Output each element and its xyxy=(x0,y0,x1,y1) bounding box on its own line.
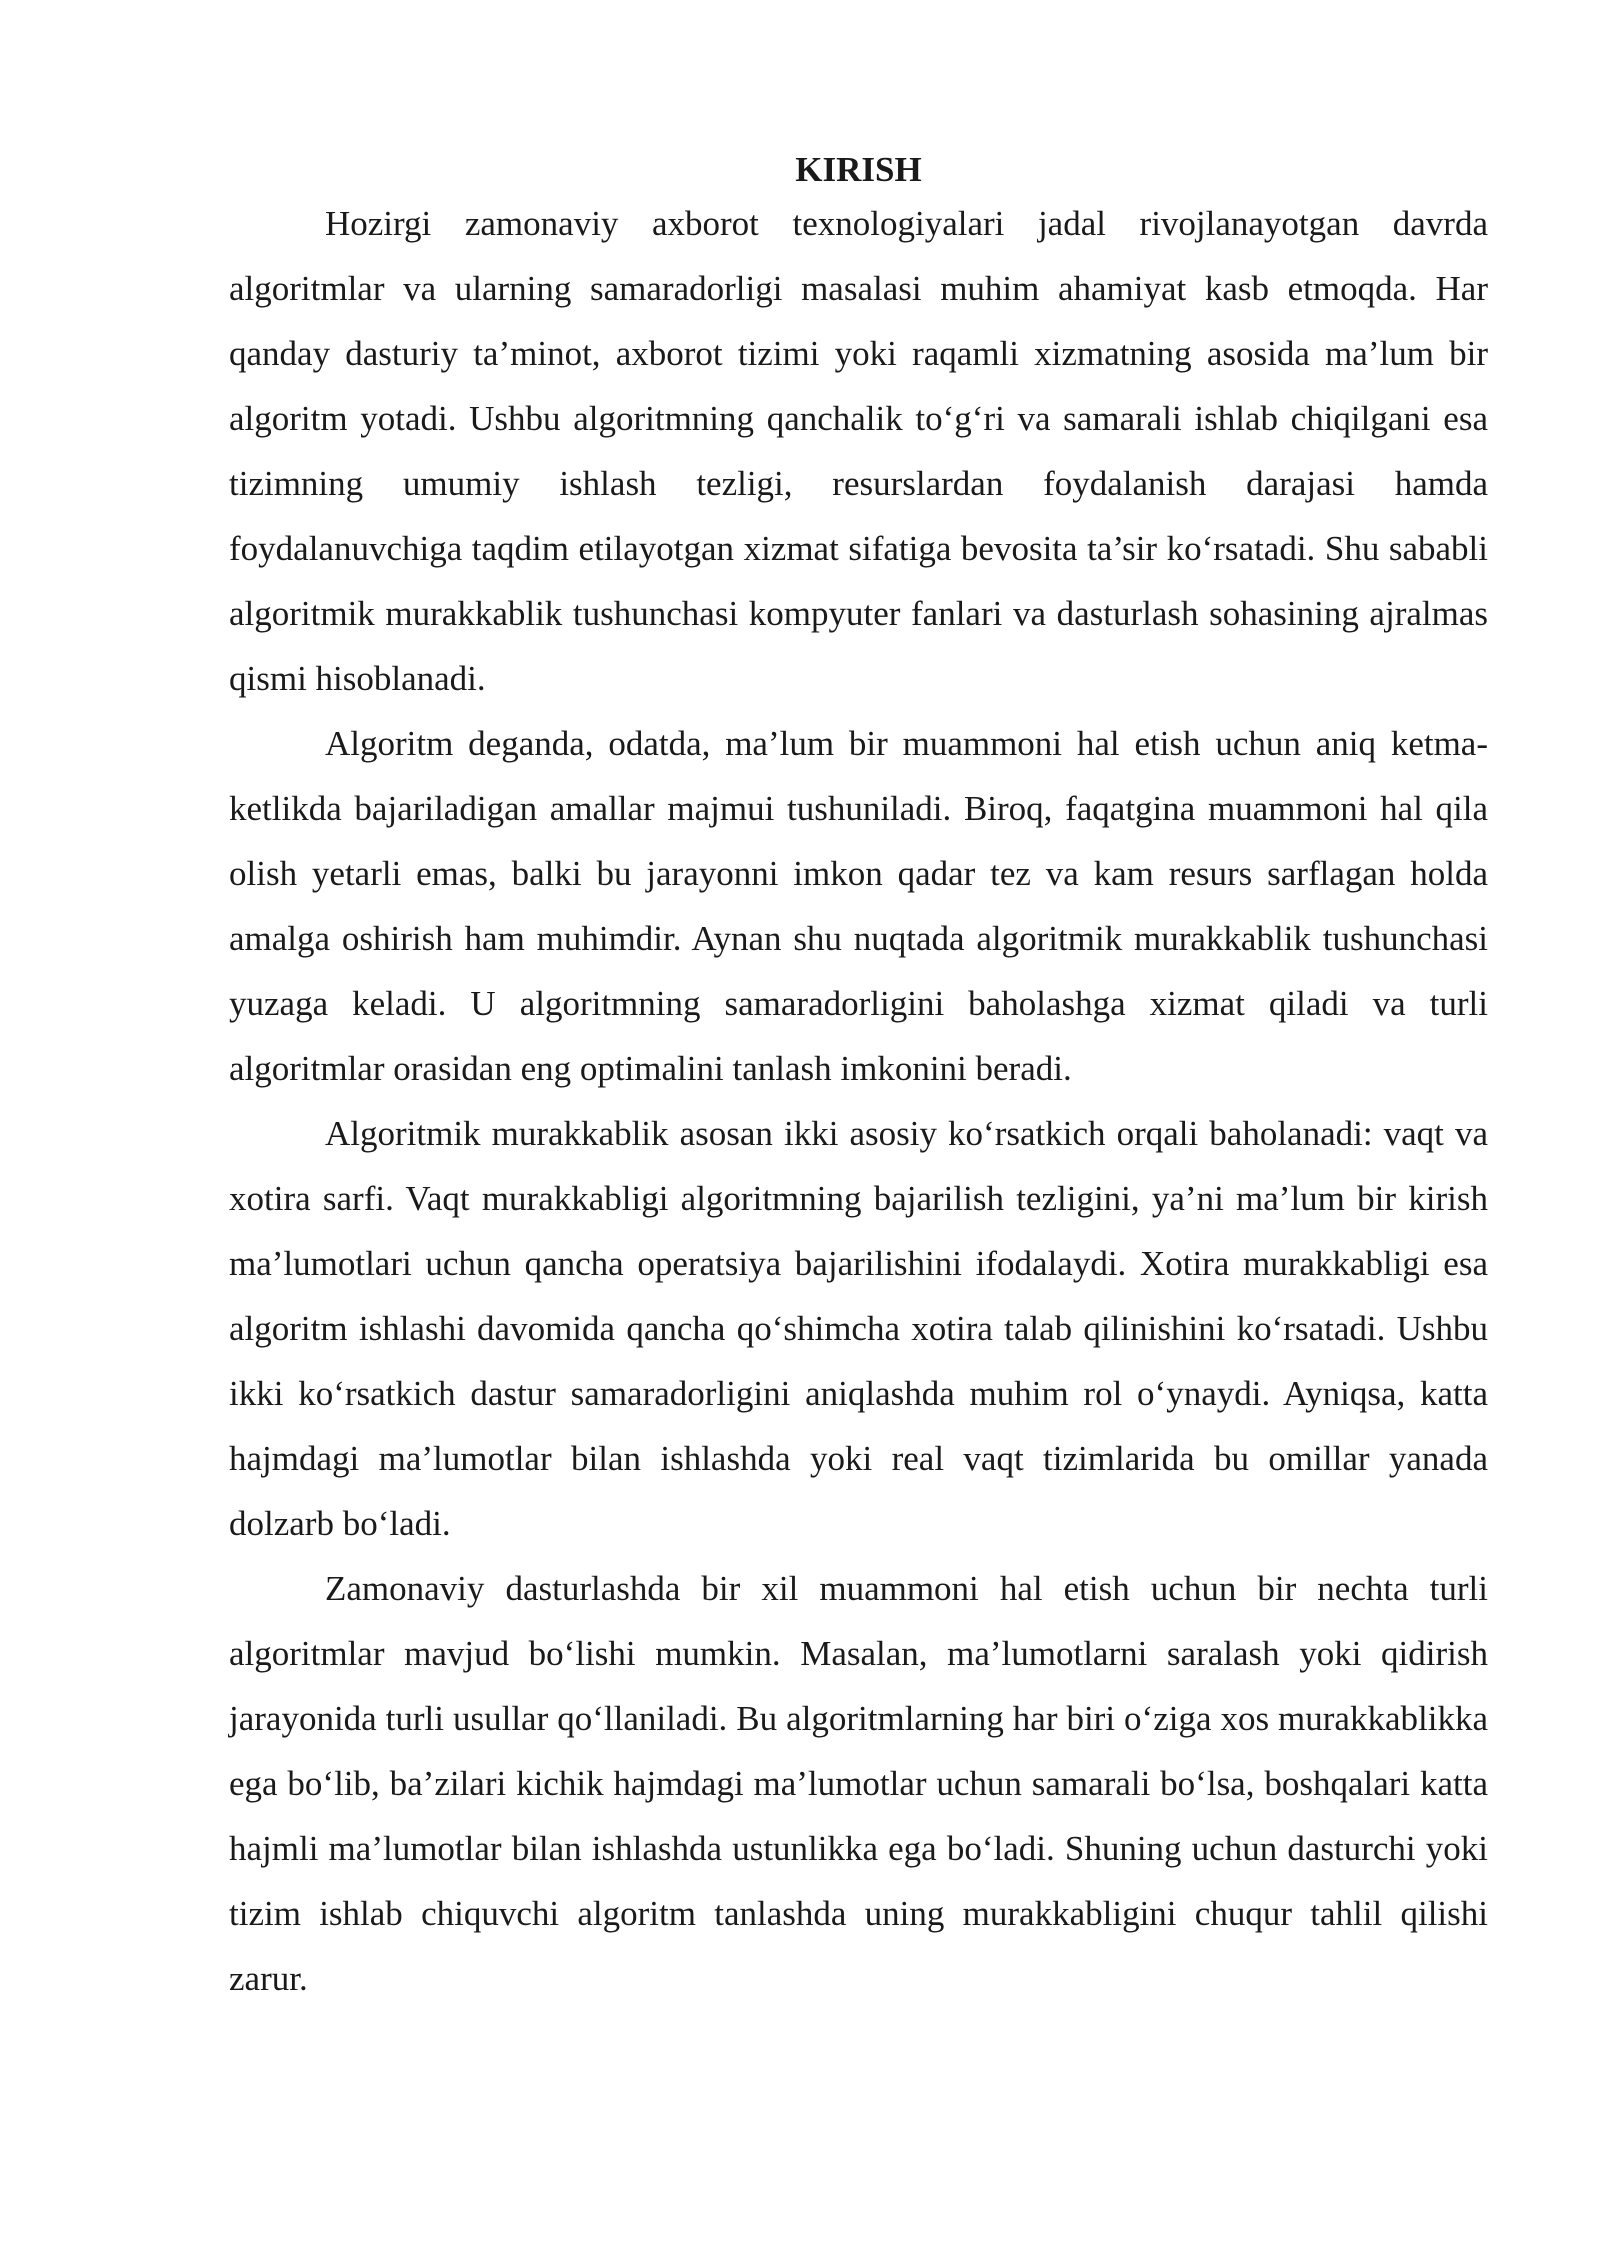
paragraph-2: Algoritm deganda, odatda, ma’lum bir muammoni hal etish uchun aniq ketma-ketlikda bajariladigan amallar majmui tushuniladi. Biroq, faqatgina muammoni hal qila olish yetarli emas, balki bu jarayonni imkon qadar tez va kam resurs sarflagan holda amalga oshirish ham muhimdir. Aynan shu nuqtada algoritmik murakkablik tushunchasi yuzaga keladi. U algoritmning samaradorligini baholashga xizmat qiladi va turli algoritmlar orasidan eng optimalini tanlash imkonini beradi. xyxy=(229,724,1488,1088)
paragraph-4: Zamonaviy dasturlashda bir xil muammoni hal etish uchun bir nechta turli algoritmlar mavjud bo‘lishi mumkin. Masalan, ma’lumotlarni saralash yoki qidirish jarayonida turli usullar qo‘llaniladi. Bu algoritmlarning har biri o‘ziga xos murakkablikka ega bo‘lib, ba’zilari kichik hajmdagi ma’lumotlar uchun samarali bo‘lsa, boshqalari katta hajmli ma’lumotlar bilan ishlashda ustunlikka ega bo‘ladi. Shuning uchun dasturchi yoki tizim ishlab chiquvchi algoritm tanlashda uning murakkabligini chuqur tahlil qilishi zarur. xyxy=(229,1569,1488,1998)
paragraph-1: Hozirgi zamonaviy axborot texnologiyalari jadal rivojlanayotgan davrda algoritmlar va ularning samaradorligi masalasi muhim ahamiyat kasb etmoqda. Har qanday dasturiy ta’minot, axborot tizimi yoki raqamli xizmatning asosida ma’lum bir algoritm yotadi. Ushbu algoritmning qanchalik to‘g‘ri va samarali ishlab chiqilgani esa tizimning umumiy ishlash tezligi, resurslardan foydalanish darajasi hamda foydalanuvchiga taqdim etilayotgan xizmat sifatiga bevosita ta’sir ko‘rsatadi. Shu sababli algoritmik murakkablik tushunchasi kompyuter fanlari va dasturlash sohasining ajralmas qismi hisoblanadi. xyxy=(229,204,1488,698)
paragraph-3: Algoritmik murakkablik asosan ikki asosiy ko‘rsatkich orqali baholanadi: vaqt va xotira sarfi. Vaqt murakkabligi algoritmning bajarilish tezligini, ya’ni ma’lum bir kirish ma’lumotlari uchun qancha operatsiya bajarilishini ifodalaydi. Xotira murakkabligi esa algoritm ishlashi davomida qancha qo‘shimcha xotira talab qilinishini ko‘rsatadi. Ushbu ikki ko‘rsatkich dastur samaradorligini aniqlashda muhim rol o‘ynaydi. Ayniqsa, katta hajmdagi ma’lumotlar bilan ishlashda yoki real vaqt tizimlarida bu omillar yanada dolzarb bo‘ladi. xyxy=(229,1114,1488,1543)
section-title: KIRISH xyxy=(795,150,922,189)
